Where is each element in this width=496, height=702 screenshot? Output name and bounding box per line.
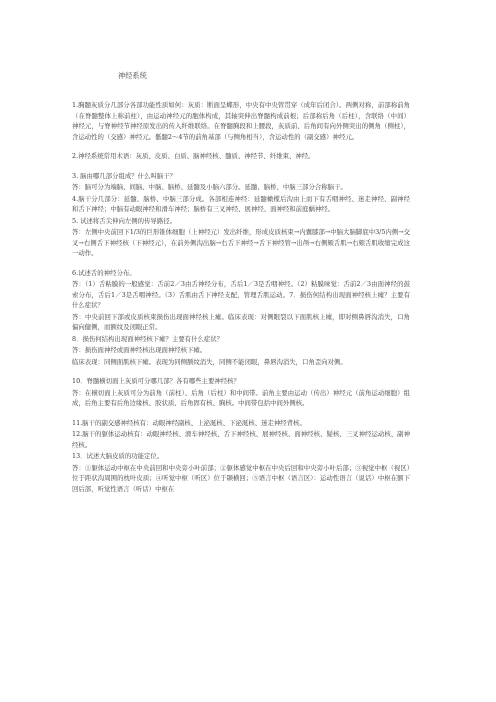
paragraph: 4.脑干分几部分：延髓、脑桥、中脑三部分成。各部相连神经：延髓橄榄后沟由上而下有舌咽神经、迷走神经、副神经和舌下神经；中脑有动眼神经和滑车神经；脑桥有三叉神经、展神经、面神经和前庭蜗神经。 [72, 194, 410, 213]
paragraph: 答：在横切面上灰质可分为前角（前柱）、后角（后柱）和中间带。前角主要由运动（传出）神经元（前角运动细胞）组成，后角主要有后角边缘核、胶状质、后角固有核、胸核。中间带包括中间外侧核。 [72, 388, 410, 407]
paragraph: 8．损伤何结构出现面神经核下瘫？主要有什么症状？ [72, 334, 224, 343]
paragraph: 1.胸髓灰质分几部分各部功能性质如何：灰质：断面呈蝶形，中央有中央管贯穿（成年后闭合）。两侧对称，前部称前角（在脊髓整体上称前柱），由运动神经元的胞体构成，其轴突伸出脊髓构成前根；后部称后角（后柱），含联络（中间）神经元，与脊神经节神经原发出的传入纤维联络。在脊髓胸段和上腰段，灰质前、后角间有向外侧突出的侧角（侧柱），含运动性的（交感）神经元。骶髓2～4节的前角基部（与侧角相当），含运动性的（副交感）神经元。 [72, 101, 410, 141]
paragraph: 答：损伤面神经或面神经核出现面神经核下瘫。 [72, 346, 207, 354]
paragraph: 答：左侧中央前回下1/3的巨形锥体细胞（上神经元）发出纤维，形成皮质核束→内囊膝部→中脑大脑脚底中3/5内侧→交叉→右侧舌下神经核（下神经元），在前外侧沟出脑→右舌下神经→舌下神经管→出颅→右侧颏舌肌→右颏舌肌收缩完成这一动作。 [72, 228, 410, 257]
paragraph: 答：脑可分为端脑、间脑、中脑、脑桥、延髓及小脑六部分。延髓、脑桥、中脑三部分合称脑干。 [72, 183, 347, 191]
paragraph: 3. 脑由哪几部分组成？什么叫脑干？ [72, 171, 176, 180]
paragraph: 13．试述大脑皮质的功能定位。 [72, 452, 164, 460]
paragraph: 临床表现：同侧面肌核下瘫。表现为同侧额纹消失，同侧不能闭眼，鼻唇沟消失，口角歪向对侧。 [72, 357, 347, 366]
paragraph: 10．脊髓横切面上灰质可分哪几部？各有哪些主要神经核？ [72, 377, 240, 385]
paragraph: 12.脑干的躯体运动核有：动眼神经核、滑车神经核、舌下神经核、展神经核、面神经核、疑核、三叉神经运动核、副神经核。 [72, 430, 410, 449]
paragraph: 5. 试述将舌尖伸向左侧的传导路径。 [72, 216, 176, 225]
paragraph: 答：中央前回下部或皮质核束损伤出现面神经核上瘫。临床表现：对侧眼裂以下面肌核上瘫，即对侧鼻唇沟消失，口角偏向健侧，而额纹及闭眼正常。 [72, 312, 410, 331]
paragraph: 11.脑干的副交感神经核有：动眼神经副核、上泌涎核、下泌涎核、迷走神经背核。 [72, 418, 306, 427]
document-body [72, 100, 410, 495]
paragraph: 答：（1）舌粘膜的一般感觉：舌前2／3由舌神经分布，舌后1／3是舌咽神经。（2）粘膜味觉：舌前2／3由面神经的鼓索分布，舌后1／3是舌咽神经。（3）舌肌由舌下神经支配，管理舌肌运动。7．损伤何结构出现面神经核上瘫？主要有什么症状？ [72, 280, 410, 309]
paragraph: 答：①躯体运动中枢在中央前回和中央旁小叶前部；②躯体感觉中枢在中央后回和中央旁小叶后部；③视觉中枢（视区）位于距状沟周围的枕叶皮质；④听觉中枢（听区）位于颞横回；⑤语言中枢（语言区）：运动性语言（说话）中枢在额下回后部，听觉性语言（听话）中枢在 [72, 463, 410, 493]
paragraph: 2.神经系统常用术语：灰质、皮质、白质、脑神经核、髓质、神经节、纤维束、神经。 [72, 152, 315, 160]
paragraph: 6.试述舌的神经分布。 [72, 268, 136, 277]
document-title: 神经系统 [118, 71, 147, 80]
